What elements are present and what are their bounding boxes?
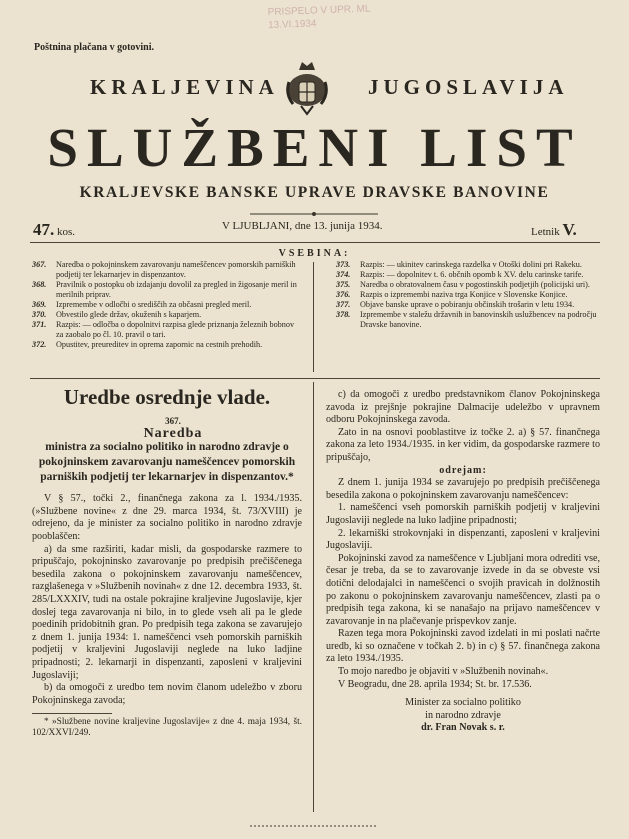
contents-item-number: 378.: [336, 310, 351, 319]
contents-item-text: Obvestilo glede držav, okuženih s kaparjem.: [56, 310, 202, 319]
contents-item-text: Izpremembe v odločbi o središčih za občasni pregled meril.: [56, 300, 252, 309]
left-paragraph-1: V § 57., točki 2., finančnega zakona za l. 1934./1935. (»Službene novine« z dne 29. marca 1934, št. 73/XVIII) je odrejeno, da je minister za socialno politiko in narodno zdravje pooblaščen:: [32, 493, 302, 542]
dateline: V LJUBLJANI, dne 13. junija 1934.: [222, 220, 383, 232]
left-column: [32, 385, 302, 739]
right-paragraph-8: To mojo naredbo je objaviti v »Službenih novinah«.: [338, 666, 549, 678]
contents-item: [336, 310, 606, 330]
footnote-rule: [32, 713, 112, 714]
contents-item-number: 374.: [336, 270, 351, 279]
coat-of-arms-icon: [285, 60, 329, 116]
right-paragraph-3: Z dnem 1. junija 1934 se zavarujejo po predpisih prečiščenega besedila zakona o pokojninskem zavarovanju nameščencev:: [326, 477, 600, 501]
contents-item-number: 376.: [336, 290, 351, 299]
issue-number: [33, 220, 75, 240]
right-paragraph-7: Razen tega mora Pokojninski zavod izdelati in mi poslati načrte uredb, ki so označene v točkah 2. b) in c) § 57. finančnega zakona za leto 1934./1935.: [326, 628, 600, 665]
contents-item-number: 377.: [336, 300, 351, 309]
contents-item: [32, 260, 302, 280]
contents-item-text: Razpis o izpremembi naziva trga Konjice v Slovenske Konjice.: [360, 290, 568, 299]
footnote: * »Službene novine kraljevine Jugoslavije« z dne 4. maja 1934, št. 102/XXVI/249.: [32, 717, 302, 739]
signature-line-2: in narodno zdravje: [425, 709, 501, 721]
contents-item: [32, 320, 302, 340]
contents-item: [336, 260, 606, 270]
contents-item-text: Razpis: — odločba o dopolnitvi razpisa glede priznanja železnih bobnov za zaobalo po čl. 10. pravil o tari.: [56, 320, 295, 339]
odrejam: odrejam:: [439, 464, 487, 476]
contents-item-text: Pravilnik o postopku ob izdajanju dovolil za pregled in žigosanje meril in merilnih priprav.: [56, 280, 297, 299]
contents-item-number: 370.: [32, 310, 47, 319]
volume-label: Letnik: [531, 226, 560, 238]
received-stamp: [267, 2, 388, 38]
contents-item: [336, 290, 606, 300]
left-paragraph-2: a) da sme razširiti, kadar misli, da gospodarske razmere to pripuščajo, pokojninsko zavarovanje po predpisih prečiščenega besedila zakona o pokojninskem zavarovanju nameščencev, razglašenega v »Službenih novinah« z dne 12. decembra 1933, št. 285/LXXXIV, tudi na ostale pokrajine kraljevine Jugoslavije, kjer doslej tega zavarovanja ni bilo, in to glede vseh ali pa le glede poedinih pridobitnih gran. Po predpisih tega zakona se zavarujejo z dnem 1. junija 1934: 1. nameščenci vseh pomorskih parniških podjetij v kraljevini Jugoslaviji neglede na luko ladjine pripadnosti; 2. lekarnarji in dispenzanti, zaposleni v kraljevini Jugoslaviji;: [32, 543, 302, 681]
naredba-label: Naredba: [143, 425, 203, 441]
ornament-bottom: [250, 824, 378, 828]
contents-item: [32, 340, 302, 350]
right-paragraph-9: V Beogradu, dne 28. aprila 1934; St. br. 17.536.: [338, 678, 532, 690]
contents-item: [336, 270, 606, 280]
naredba-title: ministra za socialno politiko in narodno zdravje o pokojninskem zavarovanju nameščencev pomorskih parniških podjetij ter lekarnarjev in dispenzantov.*: [38, 441, 296, 484]
contents-item-text: Opustitev, preureditev in oprema zapornic na cestnih prehodih.: [56, 340, 263, 349]
contents-item-number: 372.: [32, 340, 47, 349]
right-column: [326, 389, 600, 735]
right-paragraph-1: c) da omogoči z uredbo predstavnikom članov Pokojninskega zavoda iz prejšnje pokrajine Dalmacije udeležbo v upravnem odboru Pokojninskega zavoda.: [326, 389, 600, 426]
column-divider: [313, 382, 314, 812]
newspaper-subtitle: KRALJEVSKE BANSKE UPRAVE DRAVSKE BANOVINE: [79, 184, 550, 201]
contents-item-number: 371.: [32, 320, 47, 329]
contents-item: [32, 280, 302, 300]
contents-item-number: 368.: [32, 280, 47, 289]
ornament-divider: [250, 212, 378, 216]
article-number: 367.: [165, 416, 181, 426]
contents-item-text: Razpis: — ukinitev carinskega razdelka v Otoški dolini pri Rakeku.: [360, 260, 582, 269]
contents-item: [32, 300, 302, 310]
contents-heading: VSEBINA:: [278, 248, 351, 259]
contents-item-number: 373.: [336, 260, 351, 269]
contents-item-number: 369.: [32, 300, 47, 309]
contents-divider: [313, 262, 314, 372]
volume: [531, 220, 577, 240]
right-paragraph-4: 1. nameščenci vseh pomorskih parniških podjetij v kraljevini Jugoslaviji neglede na luko ladjine pripadnosti;: [326, 502, 600, 526]
newspaper-title: SLUŽBENI LIST: [47, 117, 582, 178]
rule-top: [30, 242, 600, 243]
contents-item: [32, 310, 302, 320]
contents-item-text: Objave banske uprave o pobiranju občinskih trošarin v letu 1934.: [360, 300, 575, 309]
contents-item-text: Naredba o pokojninskem zavarovanju nameščencev pomorskih parniških podjetij ter lekarnarjev in dispenzantov.: [56, 260, 296, 279]
masthead-jugoslavija: JUGOSLAVIJA: [368, 75, 569, 99]
masthead-kraljevina: KRALJEVINA: [90, 75, 279, 99]
signature-name: dr. Fran Novak s. r.: [421, 722, 505, 734]
right-paragraph-2: Zato in na osnovi pooblastitve iz točke 2. a) § 57. finančnega zakona za leto 1934./1935. in ker vidim, da gospodarske razmere to pripuščajo,: [326, 426, 600, 463]
contents-left: [32, 260, 302, 350]
issue-number-suffix: kos.: [57, 226, 76, 238]
volume-value: V.: [562, 220, 577, 239]
contents-item-text: Izpremembe v staležu državnih in banovinskih uslužbencev na področju Dravske banovine.: [360, 310, 597, 329]
contents-item-text: Razpis: — dopolnitev t. 6. občnih opomb k XV. delu carinske tarife.: [360, 270, 584, 279]
contents-item: [336, 300, 606, 310]
left-paragraph-3: b) da omogoči z uredbo tem novim članom udeležbo v zboru Pokojninskega zavoda;: [32, 682, 302, 706]
contents-right: [336, 260, 606, 330]
right-paragraph-5: 2. lekarniški strokovnjaki in dispenzanti, zaposleni v kraljevini Jugoslaviji.: [326, 527, 600, 552]
issue-number-value: 47.: [33, 220, 55, 239]
contents-item: [336, 280, 606, 290]
right-paragraph-6: Pokojninski zavod za nameščence v Ljubljani mora odrediti vse, česar je treba, da se to zavarovanje izvede in da se obveste vsi dotični delodajalci in nameščenci o svojih pravicah in dolžnostih po zakonu o pokojninskem zavarovanju nameščencev, zlasti pa o predpisih tega zakona, ki se nanašajo na prijavo nameščencev v zavarovanje in na plačevanje prispevkov zanje.: [326, 552, 600, 627]
stamp-line-1: PRISPELO V UPR. ML: [267, 3, 371, 19]
postage-note: Poštnina plačana v gotovini.: [34, 42, 155, 53]
section-heading: Uredbe osrednje vlade.: [63, 385, 271, 409]
contents-item-number: 375.: [336, 280, 351, 289]
contents-item-number: 367.: [32, 260, 47, 269]
contents-item-text: Naredba o obratovalnem času v pogostinskih podjetjih (policijski uri).: [360, 280, 590, 289]
stamp-line-2: 13.VI.1934: [267, 18, 317, 32]
signature-line-1: Minister za socialno politiko: [405, 697, 521, 709]
rule-contents-bottom: [30, 378, 600, 379]
